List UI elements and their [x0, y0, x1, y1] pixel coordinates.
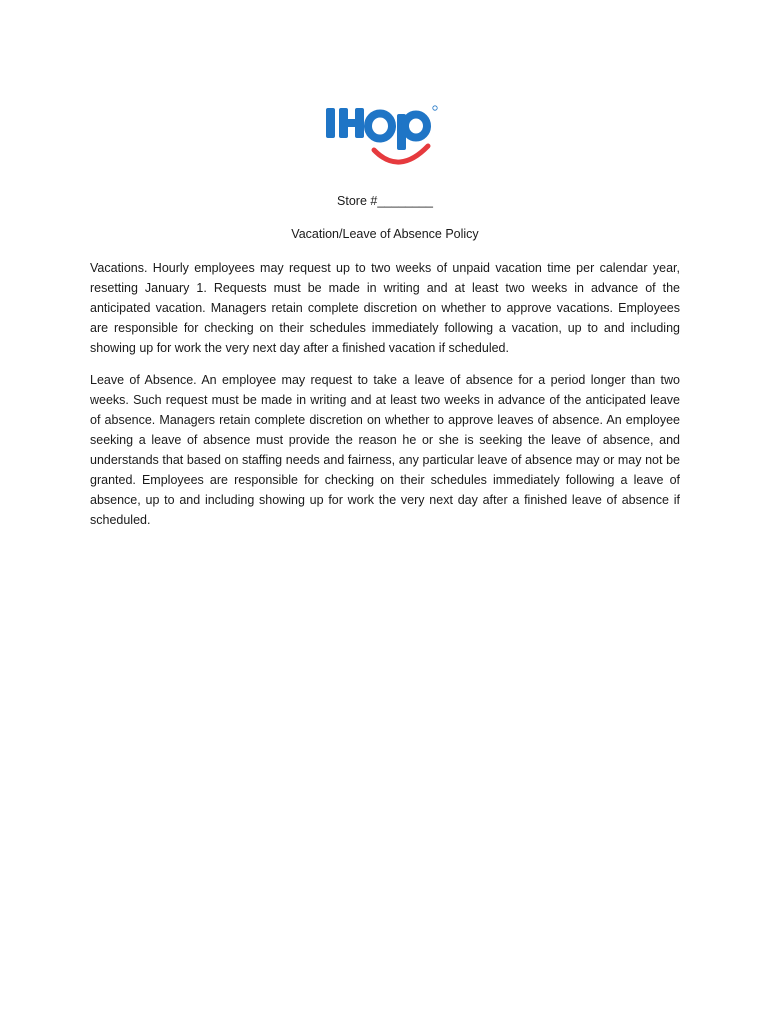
vacations-paragraph: Vacations. Hourly employees may request up to two weeks of unpaid vacation time per calendar year, resetting January 1. Requests must be made in writing and at least two weeks in advance of the anticipated vacation. Managers retain complete discretion on whether to approve vacations. Employees are responsible for checking on their schedules immediately following a vacation, up to and including showing up for work the very next day after a finished vacation if scheduled. — [90, 261, 680, 355]
leave-of-absence-paragraph: Leave of Absence. An employee may request to take a leave of absence for a period longer than two weeks. Such request must be made in writing and at least two weeks in advance of the anticipated leave of absence. Managers retain complete discretion on whether to approve leaves of absence. An employee seeking a leave of absence must provide the reason he or she is seeking the leave of absence, and understands that based on staffing needs and fairness, any particular leave of absence may or may not be granted. Employees are responsible for checking on their schedules immediately following a leave of absence, up to and including showing up for work the very next day after a finished leave of absence if scheduled. — [90, 373, 680, 527]
ihop-logo-graphic — [322, 100, 446, 170]
page-title: Vacation/Leave of Absence Policy — [291, 227, 479, 241]
store-number-line: Store #________ — [337, 194, 433, 208]
ihop-logo — [322, 100, 446, 170]
